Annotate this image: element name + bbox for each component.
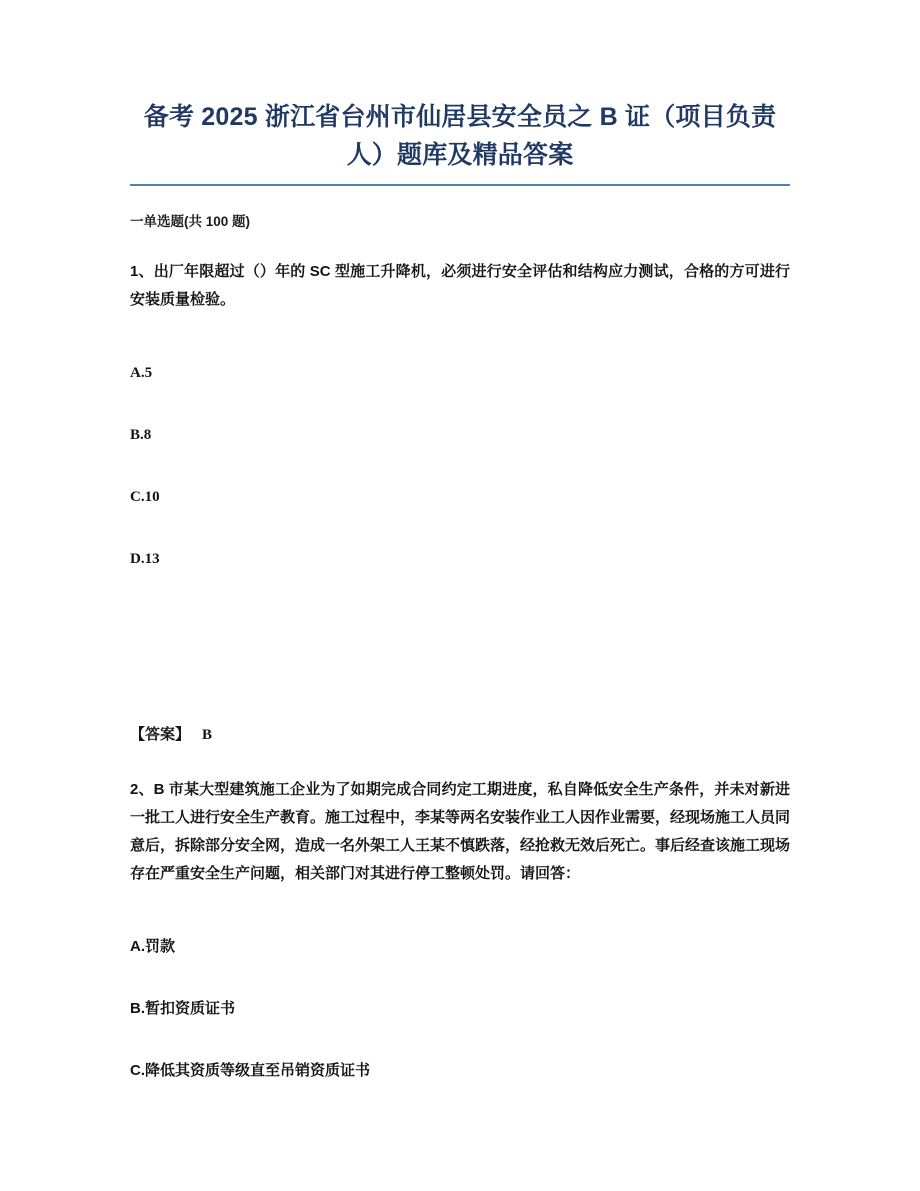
question-1-option-d[interactable]: D.13 [130,551,160,567]
answer-value: B [202,727,213,743]
question-1-stem: 1、出厂年限超过（）年的 SC 型施工升降机，必须进行安全评估和结构应力测试，合格的方可进行安装质量检验。 [130,263,790,308]
question-1-option-b[interactable]: B.8 [130,427,152,443]
answer-label: 【答案】 [130,726,191,743]
question-2-option-b[interactable]: B.暂扣资质证书 [130,1000,236,1017]
question-2-option-a[interactable]: A.罚款 [130,938,176,955]
question-1-option-a[interactable]: A.5 [130,365,153,381]
question-2-stem: 2、B 市某大型建筑施工企业为了如期完成合同约定工期进度，私自降低安全生产条件，并未对新进一批工人进行安全生产教育。施工过程中，李某等两名安装作业工人因作业需要，经现场施工人员同意后，拆除部分安全网，造成一名外架工人王某不慎跌落，经抢救无效后死亡。事后经查该施工现场存在严重安全生产问题，相关部门对其进行停工整顿处罚。请回答： [130,781,791,882]
question-1-option-c[interactable]: C.10 [130,489,160,505]
section-heading: 一单选题(共 100 题) [130,214,251,229]
question-1-answer [130,570,790,746]
page-title: 备考 2025 浙江省台州市仙居县安全员之 B 证（项目负责人）题库及精品答案 [143,103,777,169]
page-content [130,0,790,1082]
question-2-option-c[interactable]: C.降低其资质等级直至吊销资质证书 [130,1062,371,1079]
